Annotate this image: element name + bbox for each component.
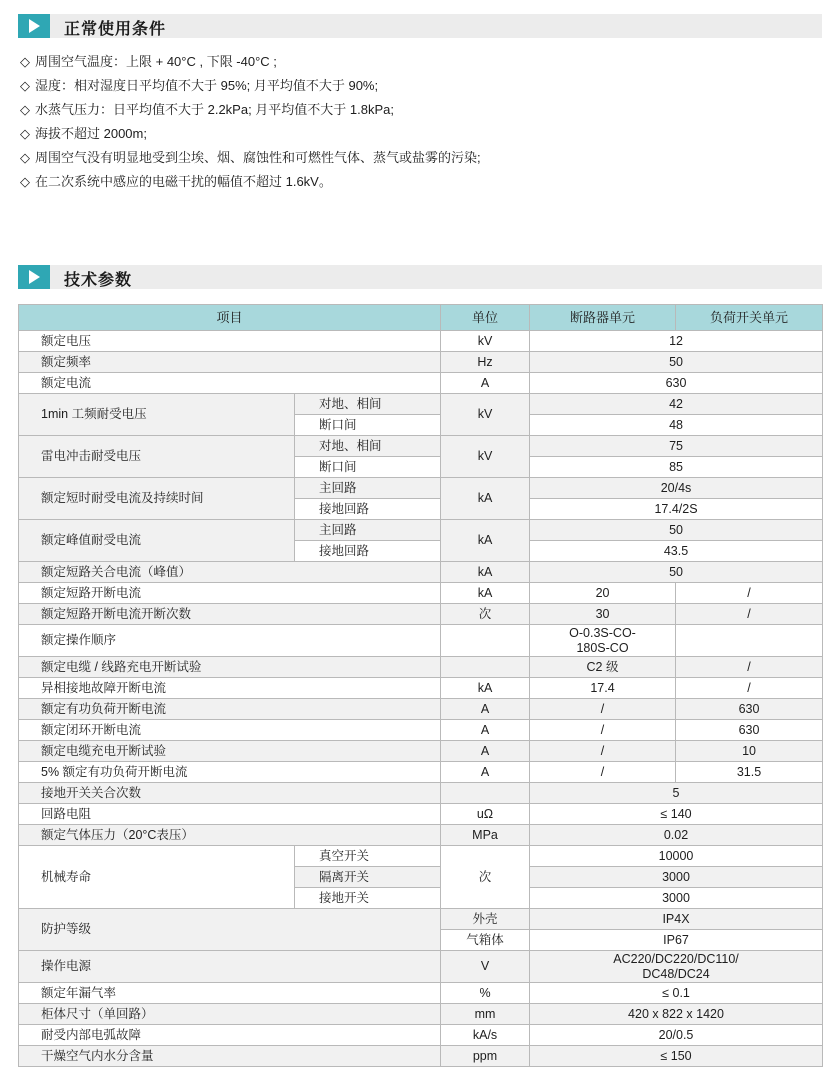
diamond-bullet-icon: ◇: [20, 174, 30, 189]
table-row: 断口间 85: [19, 457, 823, 478]
table-row: 柜体尺寸（单回路） mm 420 x 822 x 1420: [19, 1004, 823, 1025]
header-unit: 单位: [441, 305, 530, 331]
table-row: 防护等级 外壳 IP4X: [19, 909, 823, 930]
section-header-parameters: [18, 265, 822, 289]
diamond-bullet-icon: ◇: [20, 150, 30, 165]
table-row: 接地回路 17.4/2S: [19, 499, 823, 520]
table-row: 额定峰值耐受电流 主回路 kA 50: [19, 520, 823, 541]
table-row: 额定短路关合电流（峰值） kA 50: [19, 562, 823, 583]
header-item: 项目: [19, 305, 441, 331]
list-item: ◇ 海拔不超过 2000m;: [20, 122, 481, 146]
diamond-bullet-icon: ◇: [20, 78, 30, 93]
table-row: 额定电缆 / 线路充电开断试验 C2 级 /: [19, 657, 823, 678]
table-row: 额定闭环开断电流 A / 630: [19, 720, 823, 741]
table-row: 接地回路 43.5: [19, 541, 823, 562]
play-arrow-icon: [29, 270, 40, 284]
table-row: 额定电缆充电开断试验 A / 10: [19, 741, 823, 762]
table-row: 额定操作顺序 O-0.3S-CO- 180S-CO: [19, 625, 823, 657]
table-row: 额定短路开断电流开断次数 次 30 /: [19, 604, 823, 625]
table-row: 隔离开关 3000: [19, 867, 823, 888]
table-row: 1min 工频耐受电压 对地、相间 kV 42: [19, 394, 823, 415]
table-row: 回路电阻 uΩ ≤ 140: [19, 804, 823, 825]
table-row: 额定短时耐受电流及持续时间 主回路 kA 20/4s: [19, 478, 823, 499]
diamond-bullet-icon: ◇: [20, 126, 30, 141]
table-row: 接地开关 3000: [19, 888, 823, 909]
section-title: 正常使用条件: [64, 21, 167, 38]
table-row: 额定气体压力（20°C表压） MPa 0.02: [19, 825, 823, 846]
table-row: 额定短路开断电流 kA 20 /: [19, 583, 823, 604]
list-item: ◇ 湿度：相对湿度日平均值不大于 95%; 月平均值不大于 90%;: [20, 74, 481, 98]
diamond-bullet-icon: ◇: [20, 54, 30, 69]
list-item: ◇ 在二次系统中感应的电磁干扰的幅值不超过 1.6kV。: [20, 170, 481, 194]
play-arrow-icon: [29, 19, 40, 33]
section-title: 技术参数: [64, 272, 133, 289]
header-switch: 负荷开关单元: [676, 305, 823, 331]
diamond-bullet-icon: ◇: [20, 102, 30, 117]
list-item: ◇ 周围空气温度：上限 + 40°C , 下限 -40°C ;: [20, 50, 481, 74]
table-row: 雷电冲击耐受电压 对地、相间 kV 75: [19, 436, 823, 457]
table-row: 5% 额定有功负荷开断电流 A / 31.5: [19, 762, 823, 783]
list-item: ◇ 周围空气没有明显地受到尘埃、烟、腐蚀性和可燃性气体、蒸气或盐雾的污染;: [20, 146, 481, 170]
table-row: 机械寿命 真空开关 次 10000: [19, 846, 823, 867]
table-header-row: [19, 305, 823, 331]
table-row: 额定频率 Hz 50: [19, 352, 823, 373]
spec-table: [18, 304, 823, 1067]
section-marker: [18, 14, 50, 38]
table-row: 额定年漏气率 % ≤ 0.1: [19, 983, 823, 1004]
header-breaker: 断路器单元: [530, 305, 676, 331]
conditions-list: [20, 50, 481, 194]
table-row: 额定有功负荷开断电流 A / 630: [19, 699, 823, 720]
table-row: 气箱体 IP67: [19, 930, 823, 951]
table-row: 干燥空气内水分含量 ppm ≤ 150: [19, 1046, 823, 1067]
section-marker: [18, 265, 50, 289]
table-row: 耐受内部电弧故障 kA/s 20/0.5: [19, 1025, 823, 1046]
table-row: 接地开关关合次数 5: [19, 783, 823, 804]
table-row: 额定电流 A 630: [19, 373, 823, 394]
section-header-conditions: [18, 14, 822, 38]
list-item: ◇ 水蒸气压力：日平均值不大于 2.2kPa; 月平均值不大于 1.8kPa;: [20, 98, 481, 122]
table-row: 额定电压 kV 12: [19, 331, 823, 352]
table-row: 断口间 48: [19, 415, 823, 436]
table-row: 异相接地故障开断电流 kA 17.4 /: [19, 678, 823, 699]
table-row: 操作电源 V AC220/DC220/DC110/ DC48/DC24: [19, 951, 823, 983]
